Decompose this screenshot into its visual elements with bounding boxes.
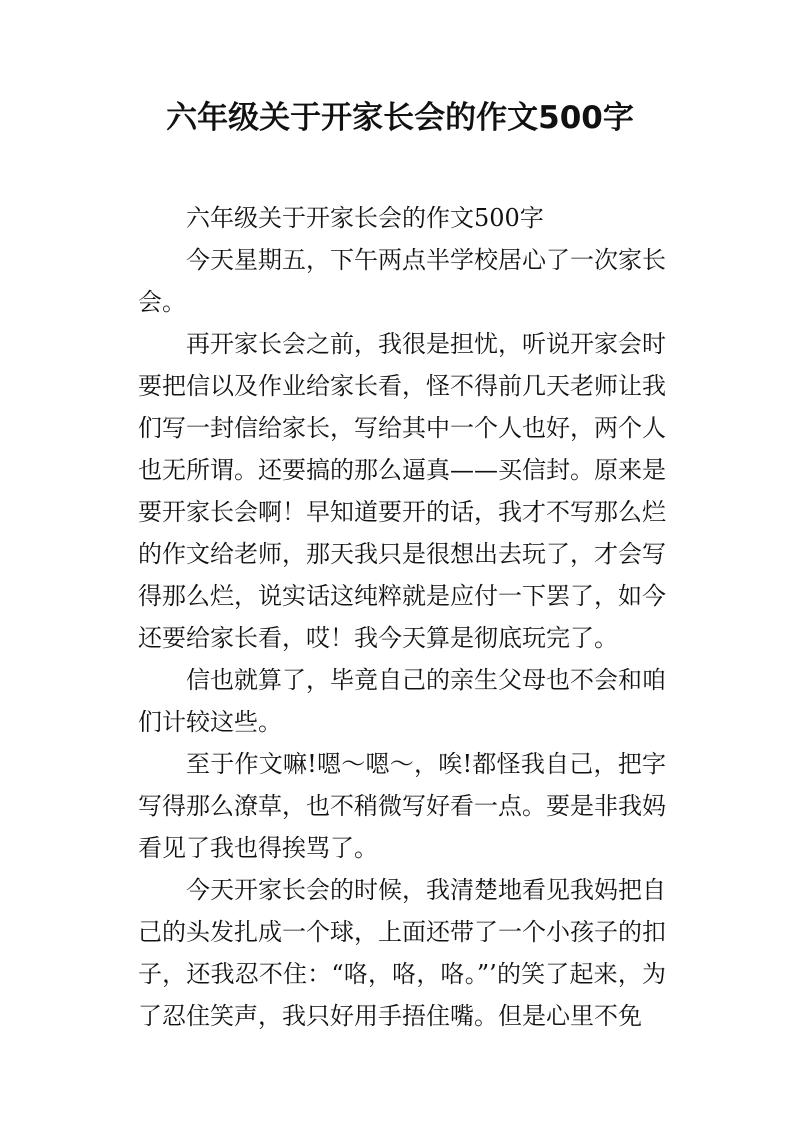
- document-body: [138, 197, 666, 1037]
- paragraph: 今天星期五，下午两点半学校居心了一次家长会。: [138, 246, 666, 316]
- paragraph: 信也就算了，毕竟自己的亲生父母也不会和咱们计较这些。: [138, 666, 666, 736]
- document-title: 六年级关于开家长会的作文500字: [166, 100, 634, 136]
- paragraph: 再开家长会之前，我很是担忧，听说开家会时要把信以及作业给家长看，怪不得前几天老师让我们写一封信给家长，写给其中一个人也好，两个人也无所谓。还要搞的那么逼真——买信封。原来是要开家长会啊！早知道要开的话，我才不写那么烂的作文给老师，那天我只是很想出去玩了，才会写得那么烂，说实话这纯粹就是应付一下罢了，如今还要给家长看，哎！我今天算是彻底玩完了。: [138, 330, 666, 652]
- paragraph: 至于作文嘛!嗯～嗯～，唉!都怪我自己，把字写得那么潦草，也不稍微写好看一点。要是非我妈看见了我也得挨骂了。: [138, 750, 666, 862]
- paragraph-subtitle: 六年级关于开家长会的作文500字: [186, 204, 544, 232]
- paragraph: 今天开家长会的时候，我清楚地看见我妈把自己的头发扎成一个球，上面还带了一个小孩子的扣子，还我忍不住：“咯，咯，咯。”’的笑了起来，为了忍住笑声，我只好用手捂住嘴。但是心里不免: [138, 876, 666, 1030]
